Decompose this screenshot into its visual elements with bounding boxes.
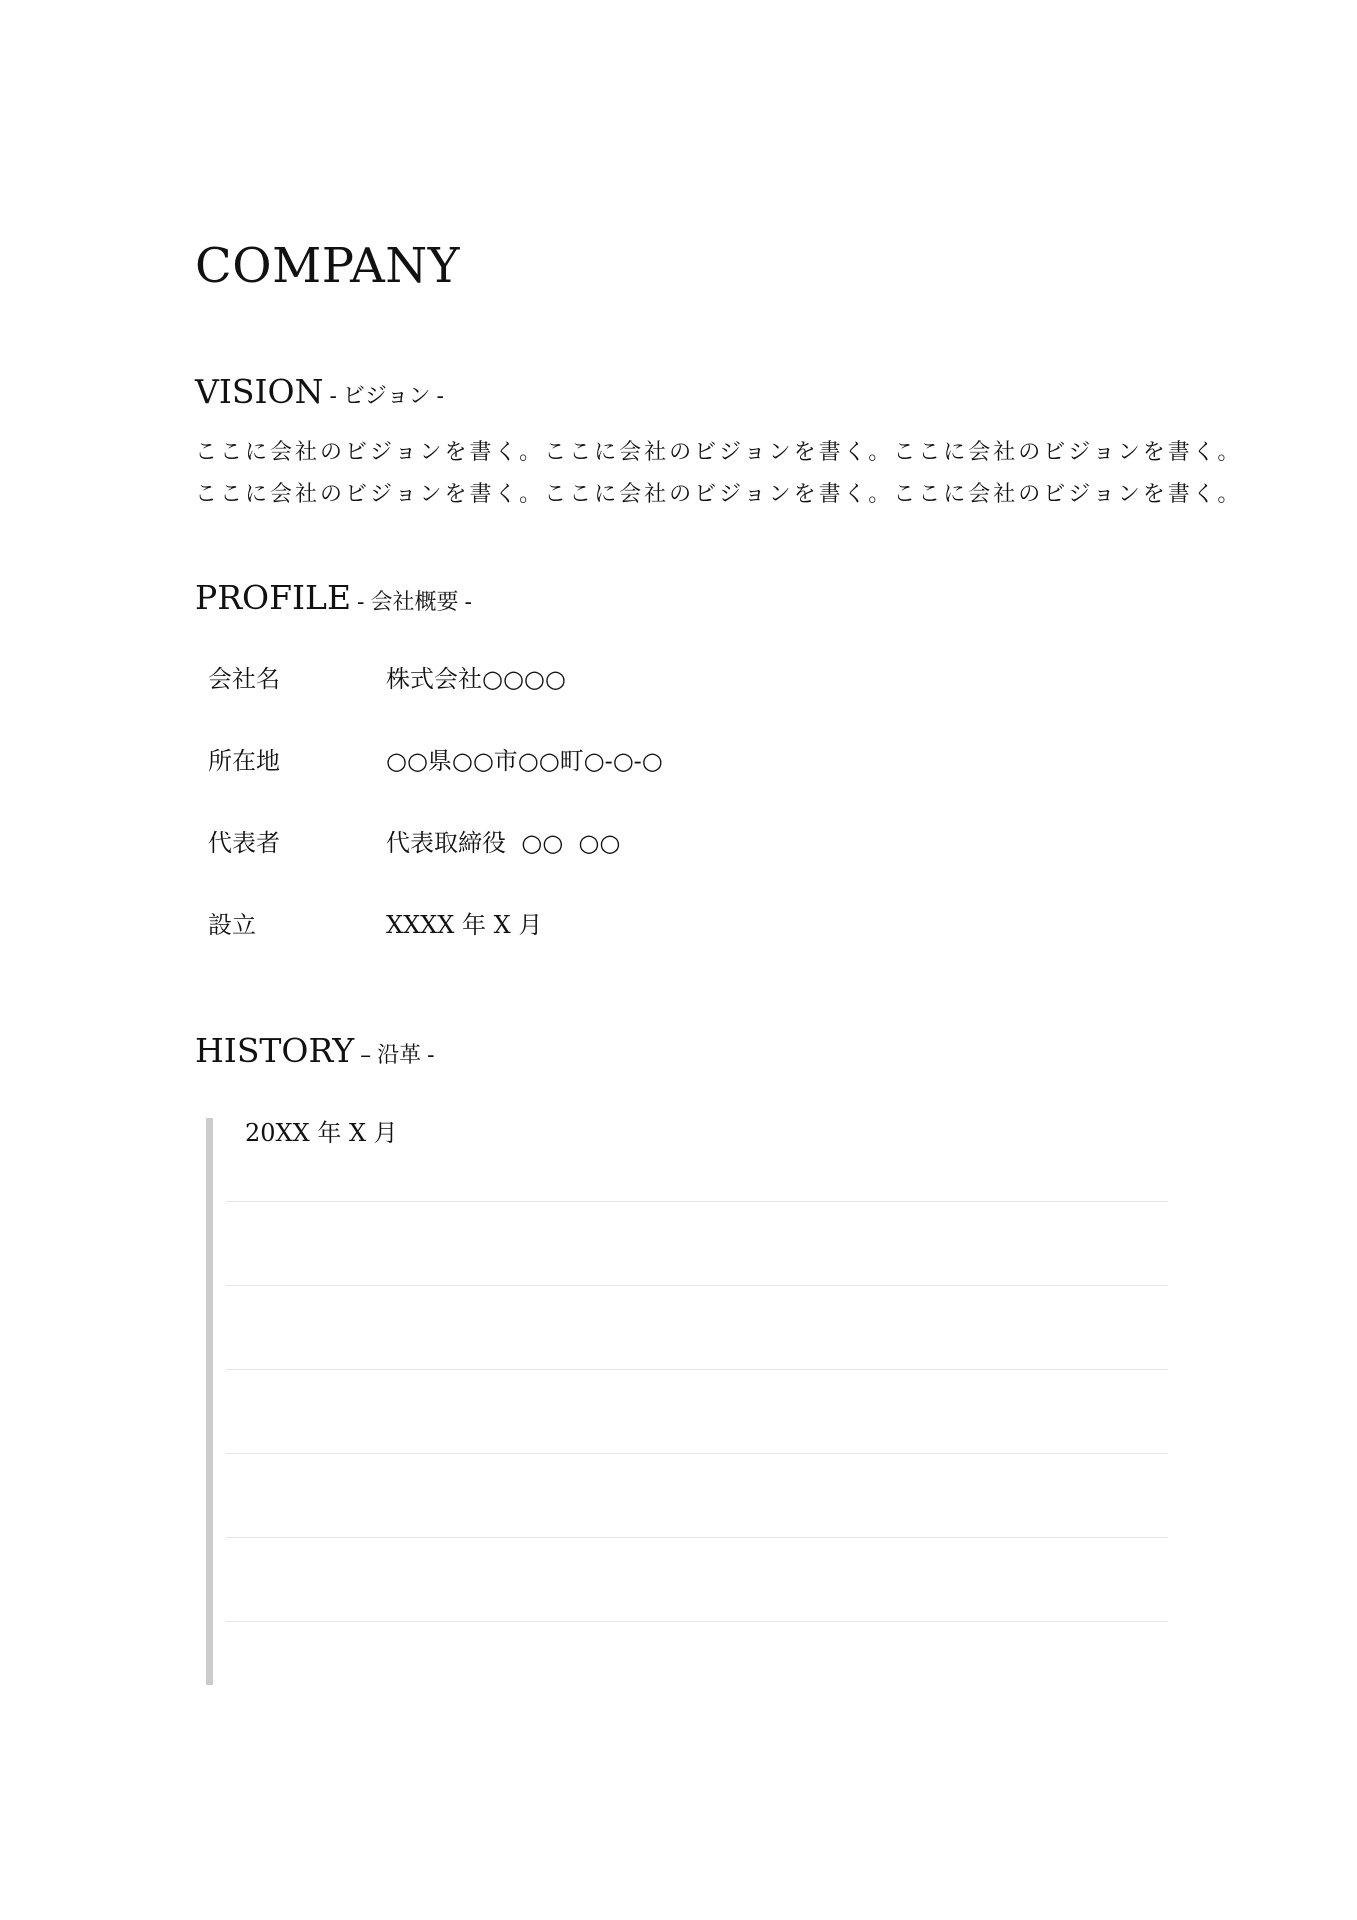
profile-label: 所在地 — [208, 747, 280, 775]
profile-heading-dash-right: - — [464, 590, 472, 615]
vision-line: ここに会社のビジョンを書く。ここに会社のビジョンを書く。ここに会社のビジョンを書く。 — [195, 482, 1243, 507]
profile-table — [208, 658, 1108, 986]
history-heading-dash-left: – — [360, 1043, 372, 1068]
history-row — [226, 1118, 1168, 1202]
history-row — [226, 1454, 1168, 1538]
history-heading-jp: 沿革 — [377, 1043, 422, 1068]
history-row — [226, 1538, 1168, 1622]
profile-label: 代表者 — [208, 829, 280, 857]
history-heading — [195, 1031, 441, 1071]
profile-heading-en: PROFILE — [195, 578, 352, 617]
vision-heading-dash-right: - — [436, 384, 444, 409]
history-rows — [226, 1118, 1168, 1622]
profile-heading-jp: 会社概要 — [370, 590, 459, 615]
history-row — [226, 1286, 1168, 1370]
vision-line: ここに会社のビジョンを書く。ここに会社のビジョンを書く。ここに会社のビジョンを書く。 — [195, 440, 1243, 465]
history-row — [226, 1202, 1168, 1286]
vision-heading-en: VISION — [195, 372, 324, 411]
profile-value: ○○県○○市○○町○-○-○ — [386, 747, 663, 775]
profile-value: XXXX 年 X 月 — [386, 911, 543, 939]
profile-value: 代表取締役 ○○ ○○ — [386, 829, 621, 857]
profile-row-representative — [208, 822, 1108, 904]
profile-label: 設立 — [208, 911, 256, 939]
history-heading-en: HISTORY — [195, 1031, 355, 1070]
vision-heading — [195, 372, 450, 412]
vision-text — [195, 432, 1243, 516]
history-heading-dash-right: - — [427, 1043, 435, 1068]
vision-heading-jp: ビジョン — [342, 384, 431, 409]
profile-row-company-name — [208, 658, 1108, 740]
profile-value: 株式会社○○○○ — [386, 665, 566, 693]
profile-heading-dash-left: - — [357, 590, 365, 615]
profile-row-established — [208, 904, 1108, 986]
profile-row-address — [208, 740, 1108, 822]
page-title: COMPANY — [195, 238, 460, 294]
history-row — [226, 1370, 1168, 1454]
vision-heading-dash-left: - — [329, 384, 337, 409]
history-date: 20XX 年 X 月 — [245, 1119, 398, 1147]
profile-heading — [195, 578, 478, 618]
timeline-bar — [206, 1118, 213, 1685]
history-timeline — [206, 1118, 1168, 1685]
profile-label: 会社名 — [208, 665, 280, 693]
